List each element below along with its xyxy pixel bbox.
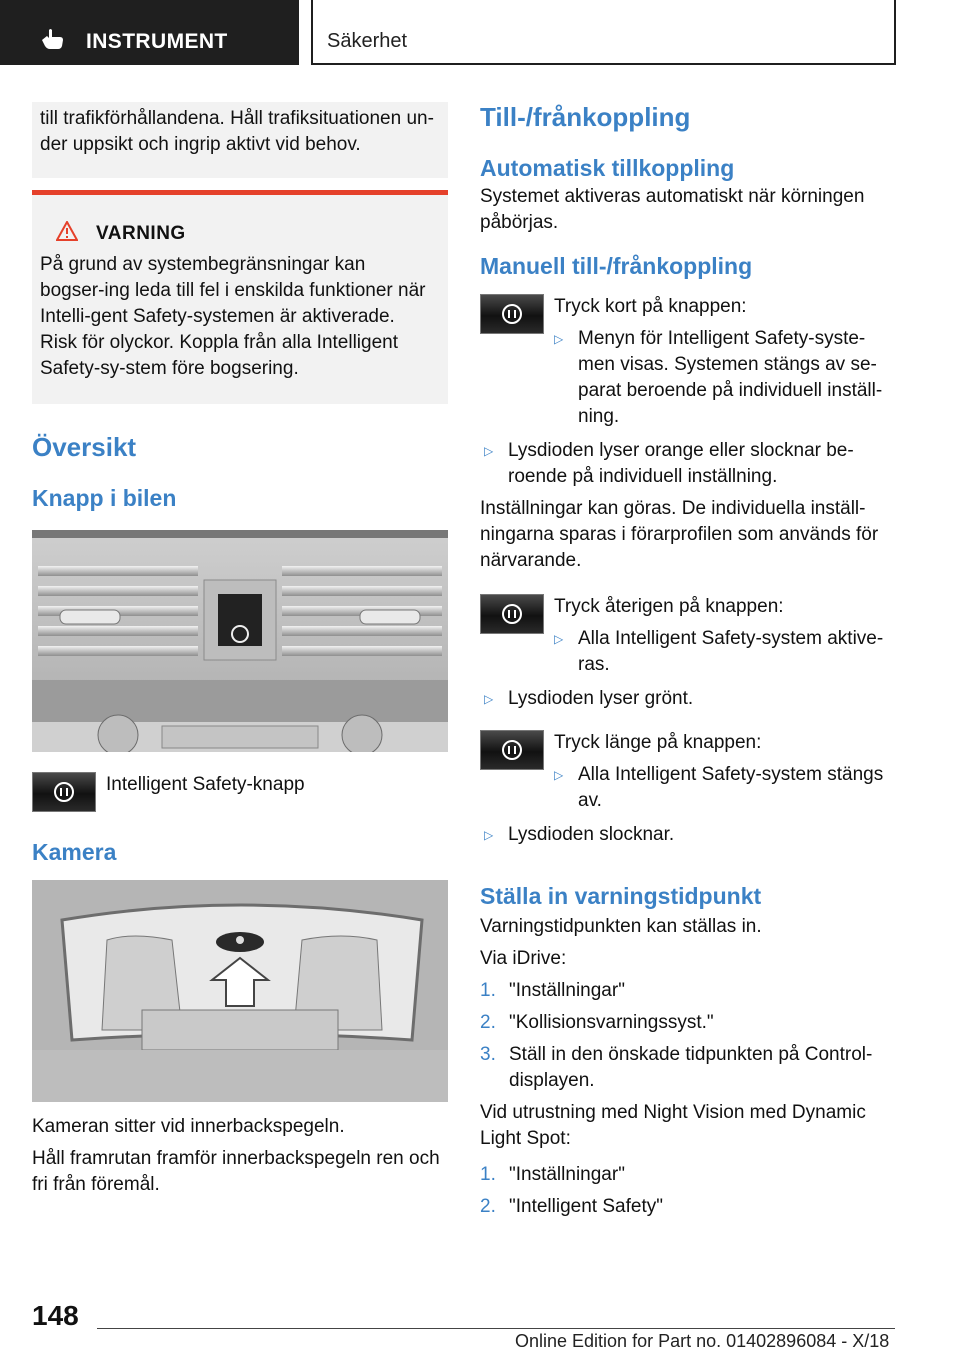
settings-text: Inställningar kan göras. De individuella inställ-ningarna sparas i förarprofilen som används för närvarande. [480, 498, 879, 571]
step-long-press [480, 730, 896, 814]
warning-time-text: Varningstidpunkten kan ställas in. [480, 916, 762, 937]
step2-result-a-text: Alla Intelligent Safety-system aktive-ras. [578, 628, 884, 675]
dashboard-button-figure [32, 530, 448, 752]
section-tab-label: Säkerhet [327, 30, 408, 52]
right-column [480, 102, 896, 1220]
list-text: "Kollisionsvarningssyst." [509, 1012, 714, 1033]
step-press-again [480, 594, 896, 678]
list-item [480, 1042, 896, 1094]
intelligent-safety-button-icon [480, 294, 544, 334]
camera-text-1: Kameran sitter vid innerbackspegeln. [32, 1116, 345, 1137]
list-number: 2. [480, 1012, 496, 1033]
step1-result-a-text: Menyn för Intelligent Safety-syste-men visas. Systemen stängs av se-parat beroende på individuell inställ-ning. [578, 328, 883, 427]
button-caption: Intelligent Safety-knapp [106, 774, 305, 795]
step2-result-b [480, 686, 896, 712]
triangle-bullet-icon: ▷ [484, 444, 494, 458]
intelligent-safety-button-icon [480, 594, 544, 634]
intelligent-safety-button-icon [32, 772, 96, 812]
idrive-list-2 [480, 1162, 896, 1220]
camera-heading: Kamera [32, 839, 117, 865]
step1-result-b-text: Lysdioden lyser orange eller slocknar be-roende på individuell inställning. [508, 440, 854, 487]
list-text: Ställ in den önskade tidpunkten på Control-displayen. [509, 1044, 873, 1091]
list-text: "Inställningar" [509, 980, 625, 1001]
step-short-press [480, 294, 896, 430]
step3-result-a [550, 762, 896, 814]
list-text: "Inställningar" [509, 1164, 625, 1185]
list-item [480, 1010, 896, 1036]
warning-triangle-icon [56, 221, 78, 246]
step3-result-b-text: Lysdioden slocknar. [508, 824, 675, 845]
overview-heading: Översikt [32, 432, 137, 462]
step1-result-a [550, 326, 896, 430]
list-text: "Intelligent Safety" [509, 1196, 663, 1217]
section-tab [311, 0, 896, 65]
night-vision-text: Vid utrustning med Night Vision med Dynamic Light Spot: [480, 1102, 866, 1149]
list-item [480, 978, 896, 1004]
list-number: 2. [480, 1196, 496, 1217]
idrive-list-1 [480, 978, 896, 1094]
manual-heading: Manuell till-/frånkoppling [480, 253, 753, 279]
intelligent-safety-button-icon [480, 730, 544, 770]
list-item [480, 1162, 896, 1188]
auto-heading: Automatisk tillkoppling [480, 155, 735, 181]
step3-result-a-text: Alla Intelligent Safety-system stängs av. [578, 764, 884, 811]
triangle-bullet-icon: ▷ [484, 828, 494, 842]
step2-action: Tryck återigen på knappen: [554, 596, 784, 617]
step2-result-a [550, 626, 896, 678]
list-number: 3. [480, 1044, 496, 1065]
triangle-bullet-icon: ▷ [554, 768, 564, 782]
left-column [32, 102, 448, 1198]
warning-box [32, 190, 448, 404]
list-number: 1. [480, 1164, 496, 1185]
via-idrive-text: Via iDrive: [480, 948, 567, 969]
warning-time-heading: Ställa in varningstidpunkt [480, 883, 762, 909]
button-heading: Knapp i bilen [32, 485, 177, 511]
note-text: till trafikförhållandena. Håll trafiksituationen un-der uppsikt och ingrip aktivt vid behov. [40, 108, 434, 155]
chapter-tab [0, 0, 299, 65]
warning-header [40, 221, 434, 246]
step1-result-b [480, 438, 896, 490]
step2-result-b-text: Lysdioden lyser grönt. [508, 688, 694, 709]
warning-title: VARNING [96, 222, 186, 244]
button-caption-row [32, 772, 448, 812]
footer-divider [97, 1328, 895, 1329]
step3-action: Tryck länge på knappen: [554, 732, 762, 753]
triangle-bullet-icon: ▷ [554, 632, 564, 646]
page-number: 148 [32, 1300, 79, 1331]
camera-text-2: Håll framrutan framför innerbackspegeln ren och fri från föremål. [32, 1148, 440, 1195]
triangle-bullet-icon: ▷ [554, 332, 564, 346]
list-number: 1. [480, 980, 496, 1001]
step3-result-b [480, 822, 896, 848]
footer-edition: Online Edition for Part no. 01402896084 - X/18 [515, 1331, 890, 1351]
step1-action: Tryck kort på knappen: [554, 296, 747, 317]
list-item [480, 1194, 896, 1220]
camera-figure [32, 880, 448, 1102]
auto-text: Systemet aktiveras automatiskt när körningen påbörjas. [480, 186, 865, 233]
note-box [32, 102, 448, 178]
chapter-tab-label: INSTRUMENT [86, 30, 228, 53]
triangle-bullet-icon: ▷ [484, 692, 494, 706]
main-heading: Till-/frånkoppling [480, 102, 691, 132]
pointing-finger-icon [40, 28, 66, 55]
warning-text: På grund av systembegränsningar kan bogser-ing leda till fel i enskilda funktioner när Intelli-gent Safety-systemen är aktiverade. Risk för olyckor. Koppla från alla Intelligent Safety-sy-stem före bogsering. [40, 254, 426, 379]
